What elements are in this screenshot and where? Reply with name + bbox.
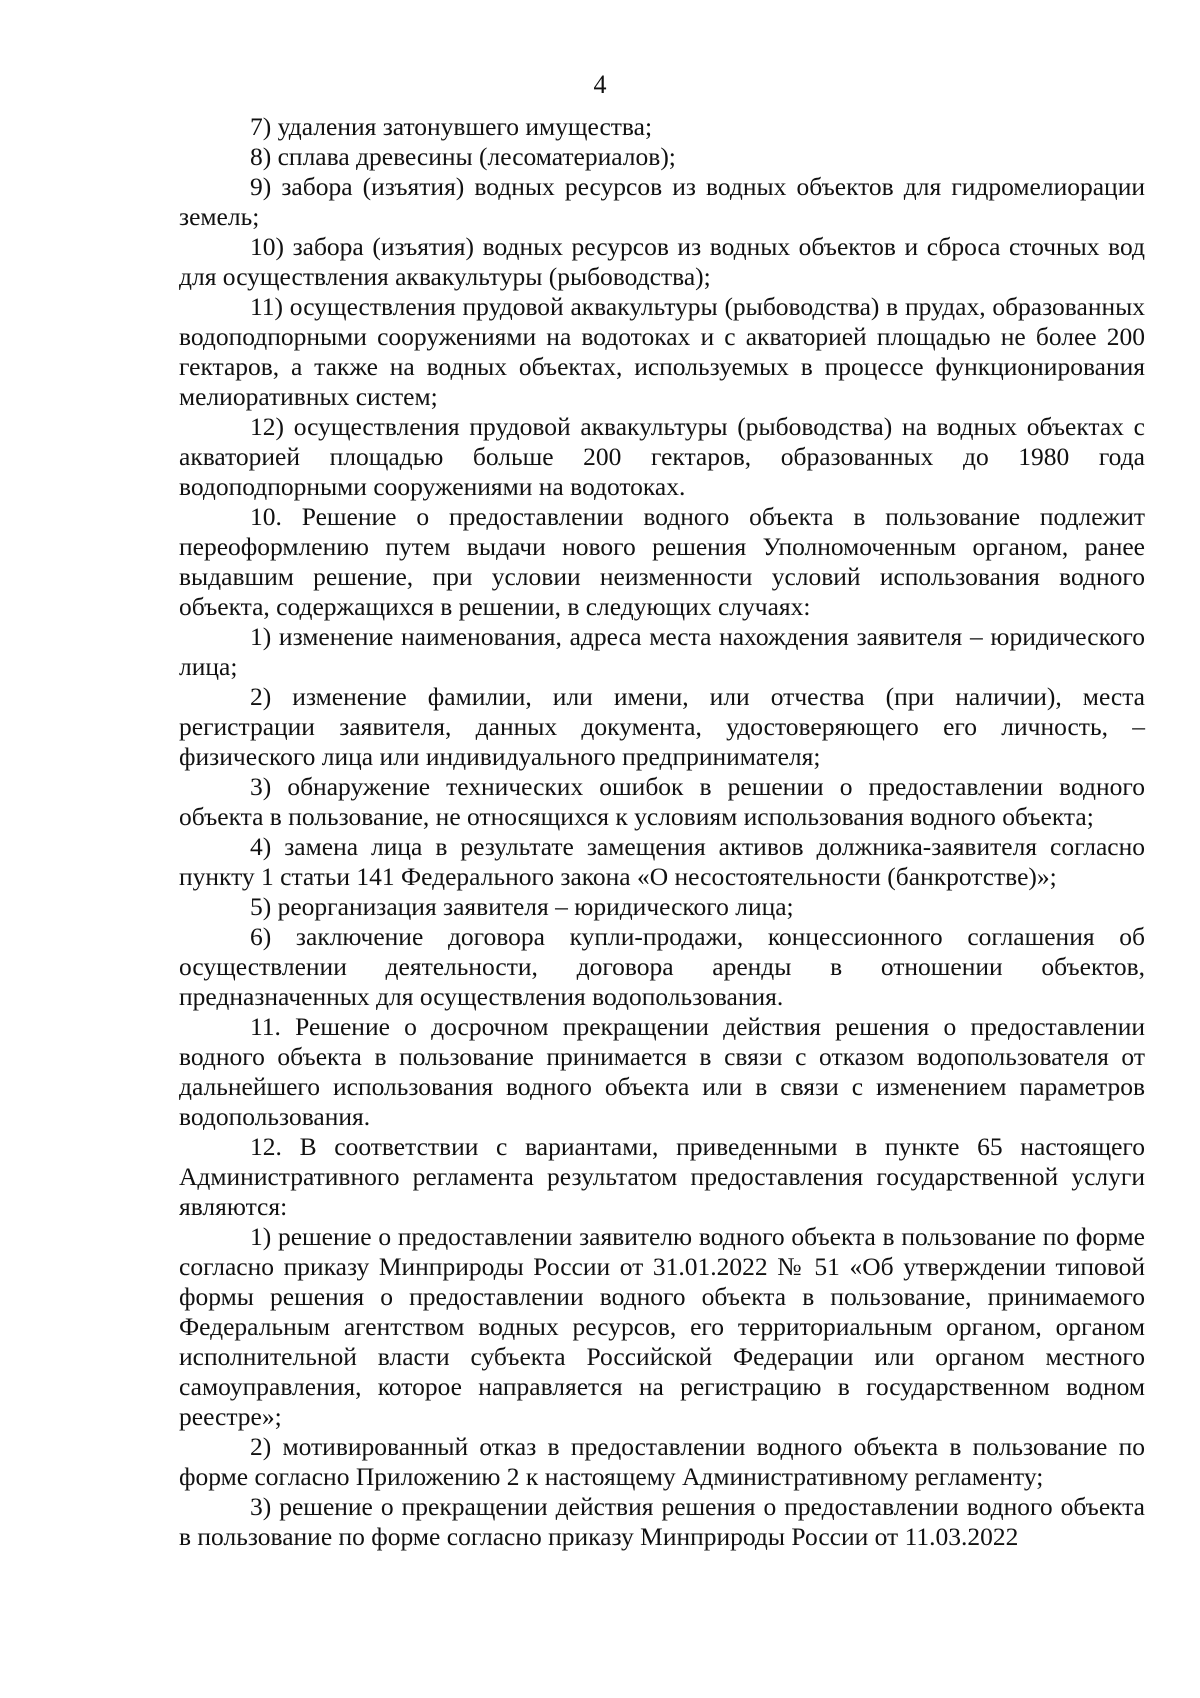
paragraph-clause-12: 12. В соответствии с вариантами, приведенными в пункте 65 настоящего Административного регламента результатом предоставления государственной услуги являются:: [179, 1132, 1145, 1221]
paragraph-clause-12-item-1: 1) решение о предоставлении заявителю водного объекта в пользование по форме согласно приказу Минприроды России от 31.01.2022 № 51 «Об утверждении типовой формы решения о предоставлении водного объекта в пользование, принимаемого Федеральным агентством водных ресурсов, его территориальным органом, органом исполнительной власти субъекта Российской Федерации или органом местного самоуправления, которое направляется на регистрацию в государственном водном реестре»;: [179, 1222, 1145, 1431]
paragraph-item-7: 7) удаления затонувшего имущества;: [250, 112, 653, 141]
paragraph-clause-10-item-4: 4) замена лица в результате замещения активов должника-заявителя согласно пункту 1 статьи 141 Федерального закона «О несостоятельности (банкротстве)»;: [179, 832, 1145, 891]
paragraph-clause-10-item-1: 1) изменение наименования, адреса места нахождения заявителя – юридического лица;: [179, 622, 1145, 681]
paragraph-item-11: 11) осуществления прудовой аквакультуры (рыбоводства) в прудах, образованных водоподпорными сооружениями на водотоках и с акваторией площадью не более 200 гектаров, а также на водных объектах, используемых в процессе функционирования мелиоративных систем;: [179, 292, 1145, 411]
document-body: [179, 112, 1145, 1552]
paragraph-clause-12-item-2: 2) мотивированный отказ в предоставлении водного объекта в пользование по форме согласно Приложению 2 к настоящему Административному регламенту;: [179, 1432, 1145, 1491]
page-number: 4: [593, 70, 607, 99]
paragraph-item-9: 9) забора (изъятия) водных ресурсов из водных объектов для гидромелиорации земель;: [179, 172, 1145, 231]
paragraph-clause-10-item-5: 5) реорганизация заявителя – юридического лица;: [250, 892, 794, 921]
paragraph-clause-10-item-6: 6) заключение договора купли-продажи, концессионного соглашения об осуществлении деятельности, договора аренды в отношении объектов, предназначенных для осуществления водопользования.: [179, 922, 1145, 1011]
paragraph-clause-12-item-3: 3) решение о прекращении действия решения о предоставлении водного объекта в пользование по форме согласно приказу Минприроды России от 11.03.2022: [179, 1492, 1145, 1551]
paragraph-clause-10-item-3: 3) обнаружение технических ошибок в решении о предоставлении водного объекта в пользование, не относящихся к условиям использования водного объекта;: [179, 772, 1145, 831]
paragraph-item-10: 10) забора (изъятия) водных ресурсов из водных объектов и сброса сточных вод для осуществления аквакультуры (рыбоводства);: [179, 232, 1145, 291]
paragraph-item-8: 8) сплава древесины (лесоматериалов);: [250, 142, 676, 171]
paragraph-item-12: 12) осуществления прудовой аквакультуры (рыбоводства) на водных объектах с акваторией площадью больше 200 гектаров, образованных до 1980 года водоподпорными сооружениями на водотоках.: [179, 412, 1145, 501]
paragraph-clause-11: 11. Решение о досрочном прекращении действия решения о предоставлении водного объекта в пользование принимается в связи с отказом водопользователя от дальнейшего использования водного объекта или в связи с изменением параметров водопользования.: [179, 1012, 1145, 1131]
paragraph-clause-10-item-2: 2) изменение фамилии, или имени, или отчества (при наличии), места регистрации заявителя, данных документа, удостоверяющего его личность, – физического лица или индивидуального предпринимателя;: [179, 682, 1145, 771]
paragraph-clause-10: 10. Решение о предоставлении водного объекта в пользование подлежит переоформлению путем выдачи нового решения Уполномоченным органом, ранее выдавшим решение, при условии неизменности условий использования водного объекта, содержащихся в решении, в следующих случаях:: [179, 502, 1145, 621]
